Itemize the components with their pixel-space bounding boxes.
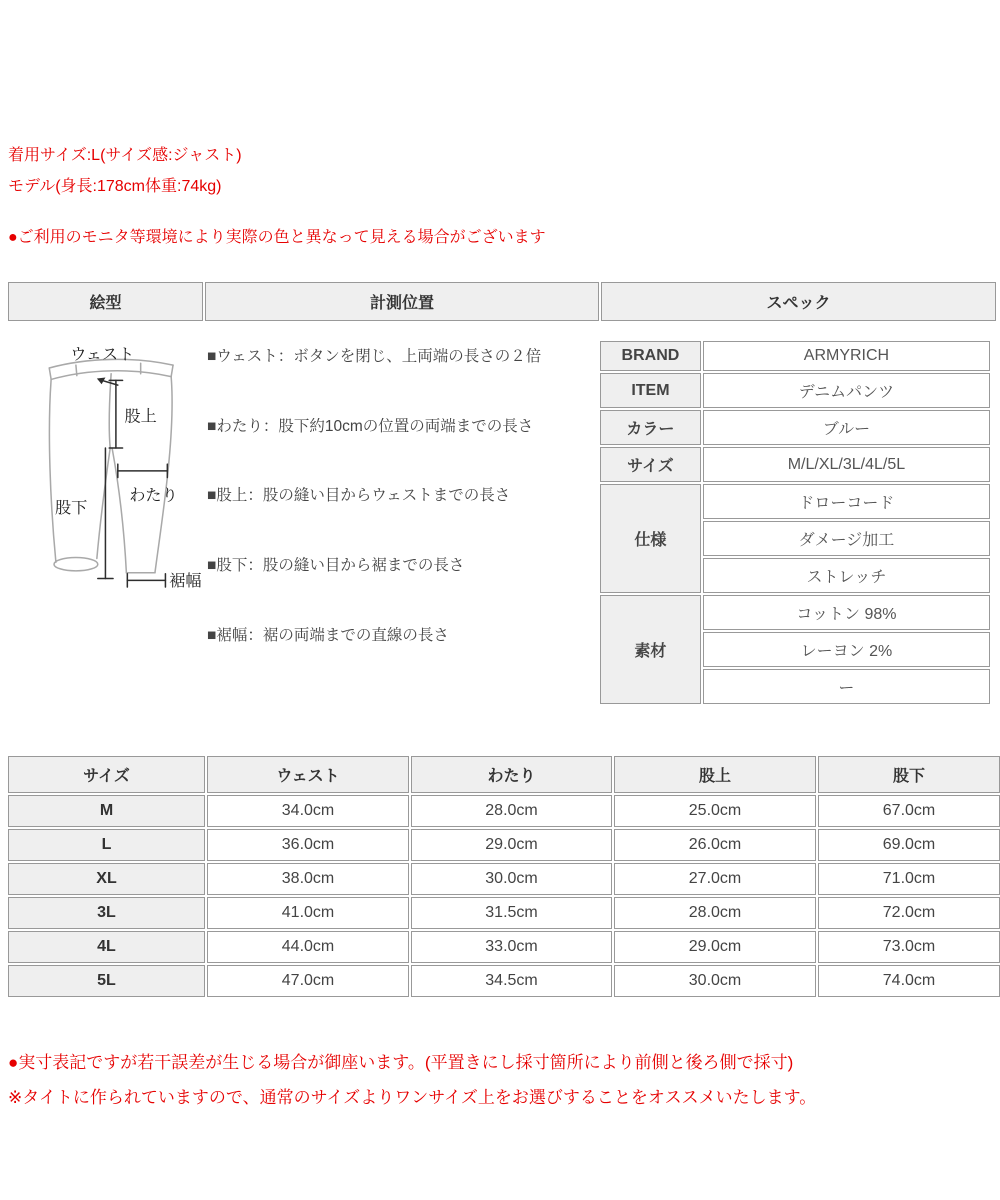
pants-outline-drawing <box>49 359 173 572</box>
table-row-4l <box>8 931 1000 963</box>
rise-cell: 26.0cm <box>614 829 816 861</box>
hem-measure-line <box>127 574 165 587</box>
thigh-cell: 30.0cm <box>411 863 612 895</box>
inseam-cell: 67.0cm <box>818 795 1000 827</box>
rise-cell: 25.0cm <box>614 795 816 827</box>
spec-value-feature-1: ドローコード <box>703 484 990 519</box>
guide-header-diagram: 絵型 <box>8 282 203 321</box>
waist-cell: 36.0cm <box>207 829 409 861</box>
size-cell: 5L <box>8 965 205 997</box>
spec-label-size: サイズ <box>600 447 701 482</box>
waist-cell: 38.0cm <box>207 863 409 895</box>
rise-cell: 29.0cm <box>614 931 816 963</box>
thigh-cell: 29.0cm <box>411 829 612 861</box>
diagram-inseam-label: 股下 <box>54 498 88 517</box>
size-cell: 3L <box>8 897 205 929</box>
table-row-xl <box>8 863 1000 895</box>
spec-row-color <box>600 410 990 445</box>
spec-row-brand <box>600 341 990 371</box>
size-cell: L <box>8 829 205 861</box>
desc-inseam: ■股下：股の縫い目から裾までの長さ <box>207 557 465 575</box>
spec-label-material: 素材 <box>600 595 701 704</box>
measure-guide-header <box>6 280 998 323</box>
diagram-rise-label: 股上 <box>124 407 157 426</box>
spec-row-size <box>600 447 990 482</box>
spec-label-color: カラー <box>600 410 701 445</box>
inseam-cell: 71.0cm <box>818 863 1000 895</box>
thigh-cell: 34.5cm <box>411 965 612 997</box>
size-col-header-size: サイズ <box>8 756 205 793</box>
waist-cell: 34.0cm <box>207 795 409 827</box>
table-row-3l <box>8 897 1000 929</box>
desc-waist: ■ウェスト：ボタンを閉じ、上両端の長さの２倍 <box>207 348 542 365</box>
diagram-thigh-label: わたり <box>129 486 178 505</box>
rise-measure-line <box>109 380 122 448</box>
disclaimer-notes <box>8 1045 992 1115</box>
desc-rise: ■股上：股の縫い目からウェストまでの長さ <box>207 487 511 505</box>
table-row-l <box>8 829 1000 861</box>
table-row-m <box>8 795 1000 827</box>
spec-table <box>598 339 992 706</box>
model-stats-note: モデル(身長:178cm体重:74kg) <box>8 178 222 195</box>
monitor-color-note: ●ご利用のモニタ等環境により実際の色と異なって見える場合がございます <box>8 229 546 246</box>
thigh-cell: 33.0cm <box>411 931 612 963</box>
measure-descriptions <box>203 339 598 650</box>
size-col-header-waist: ウェスト <box>207 756 409 793</box>
spec-value-material-3: ー <box>703 669 990 704</box>
waist-cell: 44.0cm <box>207 931 409 963</box>
size-col-header-inseam: 股下 <box>818 756 1000 793</box>
worn-size-note: 着用サイズ:L(サイズ感:ジャスト) <box>8 147 242 164</box>
thigh-measure-line <box>118 464 168 477</box>
rise-cell: 30.0cm <box>614 965 816 997</box>
spec-value-size: M/L/XL/3L/4L/5L <box>703 447 990 482</box>
spec-row-item <box>600 373 990 408</box>
thigh-cell: 31.5cm <box>411 897 612 929</box>
spec-value-feature-3: ストレッチ <box>703 558 990 593</box>
inseam-cell: 73.0cm <box>818 931 1000 963</box>
spec-column <box>598 339 992 706</box>
diagram-waist-label: ウェスト <box>70 345 135 364</box>
guide-header-spec: スペック <box>601 282 996 321</box>
size-cell: 4L <box>8 931 205 963</box>
rise-cell: 28.0cm <box>614 897 816 929</box>
size-up-recommendation-note: ※タイトに作られていますので、通常のサイズよりワンサイズ上をお選びすることをオススメいたします。 <box>8 1088 817 1107</box>
spec-row-material <box>600 595 990 630</box>
table-row-5l <box>8 965 1000 997</box>
spec-row-feature <box>600 484 990 519</box>
inseam-cell: 74.0cm <box>818 965 1000 997</box>
measurement-tolerance-note: ●実寸表記ですが若干誤差が生じる場合が御座います。(平置きにし採寸箇所により前側と後ろ側で採寸) <box>8 1053 794 1072</box>
diagram-hem-label: 裾幅 <box>169 572 202 591</box>
size-col-header-rise: 股上 <box>614 756 816 793</box>
inseam-cell: 72.0cm <box>818 897 1000 929</box>
spec-label-feature: 仕様 <box>600 484 701 593</box>
pants-diagram-column <box>8 339 203 591</box>
size-cell: M <box>8 795 205 827</box>
spec-value-item: デニムパンツ <box>703 373 990 408</box>
measure-guide-body <box>8 339 992 706</box>
size-measurements-table <box>6 754 1000 999</box>
waist-arrow <box>97 378 118 386</box>
inseam-measure-line <box>98 448 113 578</box>
spec-value-feature-2: ダメージ加工 <box>703 521 990 556</box>
waist-cell: 47.0cm <box>207 965 409 997</box>
size-col-header-thigh: わたり <box>411 756 612 793</box>
spec-label-item: ITEM <box>600 373 701 408</box>
thigh-cell: 28.0cm <box>411 795 612 827</box>
desc-hem: ■裾幅：裾の両端までの直線の長さ <box>207 626 449 644</box>
waist-cell: 41.0cm <box>207 897 409 929</box>
spec-value-color: ブルー <box>703 410 990 445</box>
spec-value-brand: ARMYRICH <box>703 341 990 371</box>
spec-value-material-2: レーヨン 2% <box>703 632 990 667</box>
model-info <box>0 0 1000 202</box>
rise-cell: 27.0cm <box>614 863 816 895</box>
size-table-header-row <box>8 756 1000 793</box>
spec-label-brand: BRAND <box>600 341 701 371</box>
guide-header-positions: 計測位置 <box>205 282 599 321</box>
spec-value-material-1: コットン 98% <box>703 595 990 630</box>
desc-thigh: ■わたり：股下約10cmの位置の両端までの長さ <box>207 417 534 435</box>
size-cell: XL <box>8 863 205 895</box>
inseam-cell: 69.0cm <box>818 829 1000 861</box>
